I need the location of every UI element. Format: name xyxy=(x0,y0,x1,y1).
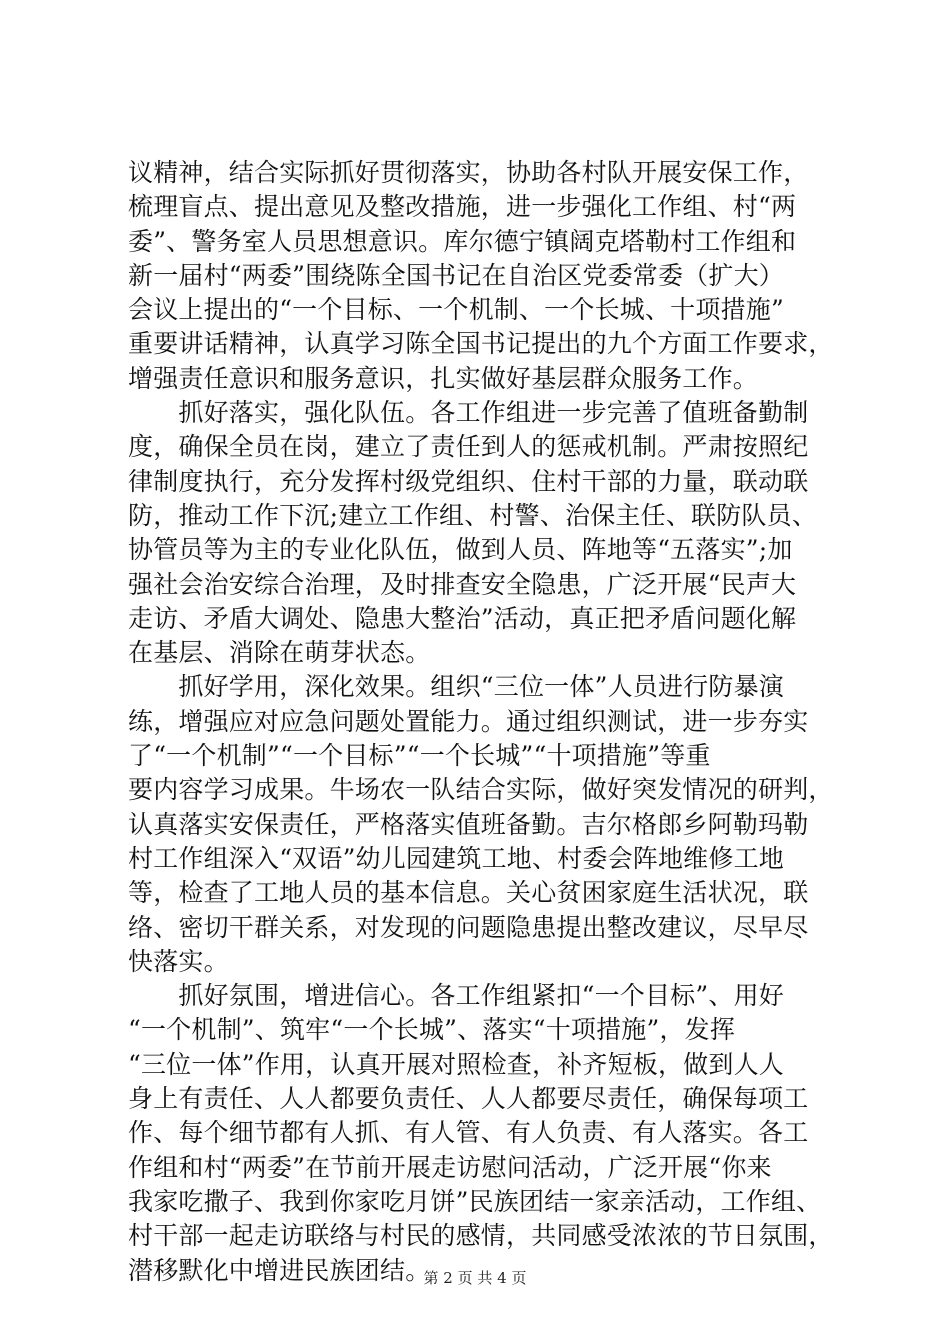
text-line: 抓好氛围，增进信心。各工作组紧扣“一个目标”、用好 xyxy=(128,981,784,1011)
text-line: 走访、矛盾大调处、隐患大整治”活动，真正把矛盾问题化解 xyxy=(128,603,797,633)
text-line: 防，推动工作下沉;建立工作组、村警、治保主任、联防队员、 xyxy=(128,500,818,530)
text-line: 村工作组深入“双语”幼儿园建筑工地、村委会阵地维修工地 xyxy=(128,843,784,873)
text-line: 会议上提出的“一个目标、一个机制、一个长城、十项措施” xyxy=(128,295,784,325)
text-line: 抓好落实，强化队伍。各工作组进一步完善了值班备勤制 xyxy=(128,398,809,428)
text-line: 作组和村“两委”在节前开展走访慰问活动，广泛开展“你来 xyxy=(128,1152,772,1182)
text-line: 委”、警务室人员思想意识。库尔德宁镇阔克塔勒村工作组和 xyxy=(128,226,797,256)
text-line: 身上有责任、人人都要负责任、人人都要尽责任，确保每项工 xyxy=(128,1084,809,1114)
text-line: 律制度执行，充分发挥村级党组织、住村干部的力量，联动联 xyxy=(128,466,809,496)
text-line: 要内容学习成果。牛场农一队结合实际，做好突发情况的研判， xyxy=(128,775,834,805)
text-line: 协管员等为主的专业化队伍，做到人员、阵地等“五落实”;加 xyxy=(128,535,793,565)
text-line: 议精神，结合实际抓好贯彻落实，协助各村队开展安保工作， xyxy=(128,158,809,187)
text-line: 度，确保全员在岗，建立了责任到人的惩戒机制。严肃按照纪 xyxy=(128,432,809,462)
text-line: “一个机制”、筑牢“一个长城”、落实“十项措施”，发挥 xyxy=(128,1015,736,1045)
text-line: 梳理盲点、提出意见及整改措施，进一步强化工作组、村“两 xyxy=(128,192,797,222)
text-line: 增强责任意识和服务意识，扎实做好基层群众服务工作。 xyxy=(128,363,759,393)
text-line: 等，检查了工地人员的基本信息。关心贫困家庭生活状况，联 xyxy=(128,878,809,908)
text-line: 抓好学用，深化效果。组织“三位一体”人员进行防暴演 xyxy=(128,672,784,702)
text-line: 村干部一起走访联络与村民的感情，共同感受浓浓的节日氛围， xyxy=(128,1221,834,1251)
text-line: 重要讲话精神，认真学习陈全国书记提出的九个方面工作要求， xyxy=(128,329,834,359)
text-line: 在基层、消除在萌芽状态。 xyxy=(128,638,431,668)
text-line: 强社会治安综合治理，及时排查安全隐患，广泛开展“民声大 xyxy=(128,569,797,599)
text-line: 新一届村“两委”围绕陈全国书记在自治区党委常委（扩大） xyxy=(128,260,784,290)
text-line: 练，增强应对应急问题处置能力。通过组织测试，进一步夯实 xyxy=(128,706,809,736)
text-line: 潜移默化中增进民族团结。 xyxy=(128,1255,431,1285)
text-line: 了“一个机制”“一个目标”“一个长城”“十项措施”等重 xyxy=(128,741,711,771)
text-line: 认真落实安保责任，严格落实值班备勤。吉尔格郎乡阿勒玛勒 xyxy=(128,809,809,839)
text-line: “三位一体”作用，认真开展对照检查，补齐短板，做到人人 xyxy=(128,1049,784,1079)
text-line: 络、密切干群关系，对发现的问题隐患提出整改建议，尽早尽 xyxy=(128,912,809,942)
body-text xyxy=(128,156,838,1288)
page-footer: 第 2 页 共 4 页 xyxy=(423,1269,527,1287)
text-line: 快落实。 xyxy=(128,946,229,976)
text-line: 我家吃撒子、我到你家吃月饼”民族团结一家亲活动，工作组、 xyxy=(128,1186,822,1216)
text-line: 作、每个细节都有人抓、有人管、有人负责、有人落实。各工 xyxy=(128,1118,809,1148)
